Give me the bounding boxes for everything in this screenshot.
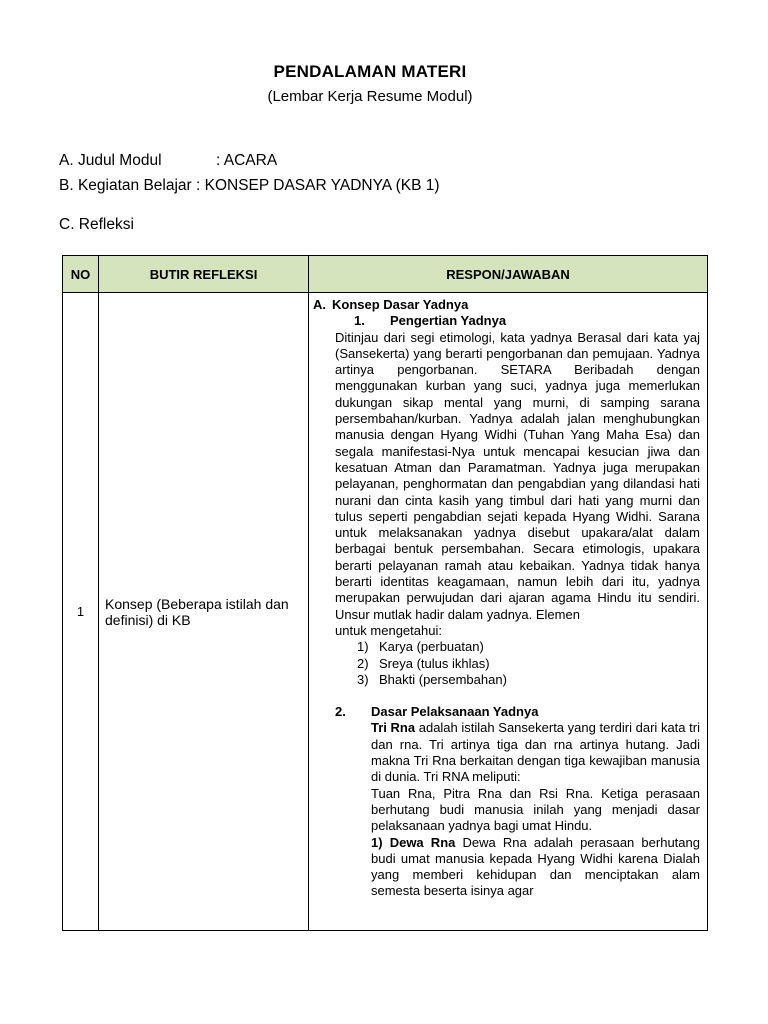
subsection-1-number: 1. [354,313,365,329]
module-title-label: A. Judul Modul [59,152,162,169]
learning-activity-value: : KONSEP DASAR YADNYA (KB 1) [196,177,440,194]
module-title-row [59,152,277,170]
tri-rna-text: adalah istilah Sansekerta yang terdiri dari kata tri dan rna. Tri artinya tiga dan rna artinya hutang. Jadi makna Tri Rna berkaitan dengan tiga kewajiban manusia di dunia. Tri RNA meliputi: [371,720,700,785]
list-item-number: 1) [357,639,369,655]
subsection-1-paragraph: Ditinjau dari segi etimologi, kata yadnya Berasal dari kata yaj (Sansekerta) yang berarti pengorbanan dan pemujaan. Yadnya artinya pengorbanan. SETARA Beribadah dengan menggunakan kurban yang suci, yadnya juga memerlukan dukungan sikap mental yang murni, di samping sarana persembahan/kurban. Yadnya adalah jalan menghubungkan manusia dengan Hyang Widhi (Tuhan Yang Maha Esa) dan segala manifestasi-Nya untuk mencapai kesucian jiwa dan kesatuan Atman dan Paramatman. Yadnya juga merupakan pelayanan, penghormatan dan pengabdian yang dilandasi hati nurani dan cinta kasih yang timbul dari hati yang murni dan tulus seperti pengabdian sejati kepada Hyang Widhi. Sarana untuk melaksanakan yadnya disebut upakara/alat dalam berbagai bentuk persembahan. Secara etimologis, upakara berarti pelayanan ramah atau kebaikan. Yadnya tidak hanya berarti identitas keagamaan, namun lebih dari itu, yadnya merupakan perwujudan dari ajaran agama Hindu itu sendiri. Unsur mutlak hadir dalam yadnya. Elemen [335,329,700,622]
list-item [357,639,700,655]
list-item [357,655,700,672]
elements-list [335,639,700,688]
dewa-rna-term: 1) Dewa Rna [371,834,456,850]
reflection-table [62,255,708,931]
page-title: PENDALAMAN MATERI [273,62,467,81]
list-item-text: Bhakti (persembahan) [379,671,507,687]
subsection-2-paragraph-2: Tuan Rna, Pitra Rna dan Rsi Rna. Ketiga perasaan berhutang budi manusia inilah yang menjadi dasar pelaksanaan yadnya bagi umat Hindu. [371,785,700,834]
list-item-text: Sreya (tulus ikhlas) [379,655,490,671]
subsection-2 [335,704,700,900]
list-item-text: Karya (perbuatan) [379,639,484,655]
table-header-row [63,256,708,293]
header-butir-refleksi: BUTIR REFLEKSI [99,256,309,293]
header-no: NO [63,256,99,293]
list-item-number: 3) [357,671,369,687]
response-cell [309,293,708,931]
reflection-heading: C. Refleksi [59,216,134,233]
learning-activity-label: B. Kegiatan Belajar [59,177,192,194]
subsection-2-title: Dasar Pelaksanaan Yadnya [371,704,539,720]
row-number: 1 [63,293,99,931]
page-subtitle: (Lembar Kerja Resume Modul) [267,88,473,105]
subsection-2-paragraph-3 [371,835,700,900]
dewa-rna-text: Dewa Rna adalah perasaan berhutang budi umat manusia kepada Hyang Widhi karena Dialah yang memberi kehidupan dan menciptakan alam semesta beserta isinya agar [371,834,700,899]
subsection-2-heading [335,704,700,720]
tri-rna-term: Tri Rna [371,720,416,736]
subsection-1-lead: untuk mengetahui: [335,622,442,638]
list-item-number: 2) [357,655,369,671]
learning-activity-row [59,177,440,195]
section-a-title: Konsep Dasar Yadnya [332,297,469,312]
module-title-value: : ACARA [216,152,278,169]
list-item [357,671,700,688]
row-butir-text: Konsep (Beberapa istilah dan definisi) di KB [99,293,309,931]
header-respon-jawaban: RESPON/JAWABAN [309,256,708,293]
subsection-2-number: 2. [335,704,346,720]
table-row [63,293,708,931]
subsection-2-paragraph [371,720,700,785]
subsection-1-title: Pengertian Yadnya [390,313,507,329]
subsection-1-heading [335,313,700,329]
section-a-heading [313,297,700,313]
section-a-mark: A. [313,297,326,312]
